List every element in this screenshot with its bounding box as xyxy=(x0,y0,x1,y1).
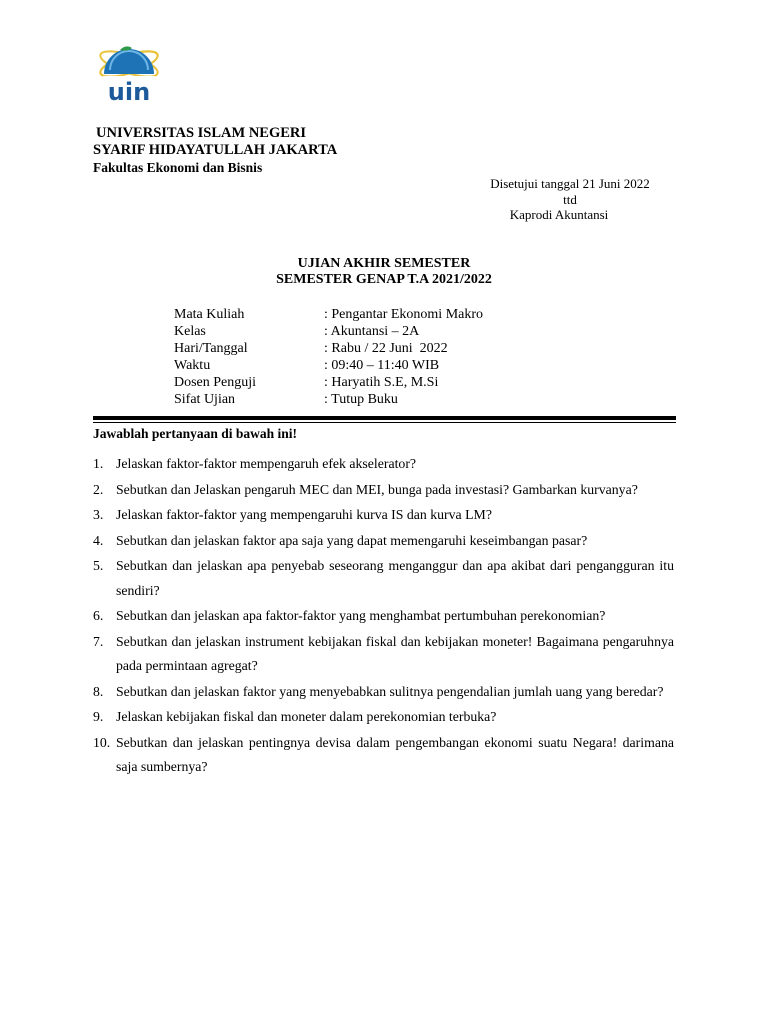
detail-row xyxy=(174,340,483,357)
question-text: Sebutkan dan jelaskan faktor yang menyebabkan sulitnya pengendalian jumlah uang yang beredar? xyxy=(116,683,664,699)
question-number: 9. xyxy=(93,709,104,724)
detail-value: : Tutup Buku xyxy=(324,392,398,407)
exam-title-line1: UJIAN AKHIR SEMESTER xyxy=(297,256,471,271)
question-number: 1. xyxy=(93,456,104,471)
uin-logo-icon xyxy=(96,40,162,108)
svg-text:uin: uin xyxy=(107,78,151,106)
university-name-2: SYARIF HIDAYATULLAH JAKARTA xyxy=(93,142,338,158)
divider-thick xyxy=(93,416,676,420)
detail-label: Hari/Tanggal xyxy=(174,341,248,356)
question-item xyxy=(93,529,674,554)
question-text: Sebutkan dan jelaskan apa penyebab seseorang menganggur dan apa akibat dari pengangguran itu sendiri? xyxy=(116,558,674,598)
detail-value: : Akuntansi – 2A xyxy=(324,324,420,339)
question-list xyxy=(93,452,674,781)
question-item xyxy=(93,478,674,503)
question-number: 4. xyxy=(93,532,104,548)
detail-label: Dosen Penguji xyxy=(174,375,257,390)
exam-details xyxy=(174,306,483,408)
question-number: 6. xyxy=(93,608,104,623)
detail-label: Mata Kuliah xyxy=(174,307,245,322)
detail-label: Sifat Ujian xyxy=(174,392,236,407)
question-number: 2. xyxy=(93,481,104,497)
detail-row xyxy=(174,374,483,391)
detail-row xyxy=(174,391,483,408)
detail-row xyxy=(174,323,483,340)
detail-row xyxy=(174,357,483,374)
detail-label: Waktu xyxy=(174,358,211,373)
question-item xyxy=(93,680,674,705)
instruction: Jawablah pertanyaan di bawah ini! xyxy=(93,426,298,441)
question-number: 5. xyxy=(93,558,104,573)
institution-header xyxy=(93,125,337,176)
question-number: 8. xyxy=(93,683,104,699)
question-text: Sebutkan dan jelaskan apa faktor-faktor yang menghambat pertumbuhan perekonomian? xyxy=(116,608,606,623)
detail-row xyxy=(174,306,483,323)
detail-value: : Haryatih S.E, M.Si xyxy=(324,375,439,390)
university-name: UNIVERSITAS ISLAM NEGERI xyxy=(96,125,307,141)
question-text: Jelaskan faktor-faktor mempengaruh efek akselerator? xyxy=(116,456,417,471)
question-item xyxy=(93,554,674,603)
question-text: Sebutkan dan jelaskan faktor apa saja yang dapat memengaruhi keseimbangan pasar? xyxy=(116,532,588,548)
question-item xyxy=(93,630,674,679)
exam-title xyxy=(0,256,768,288)
divider-thin xyxy=(93,422,676,423)
detail-value: : 09:40 – 11:40 WIB xyxy=(324,358,440,373)
question-text: Sebutkan dan jelaskan instrument kebijakan fiskal dan kebijakan moneter! Bagaimana pengaruhnya pada permintaan agregat? xyxy=(116,633,674,673)
question-item xyxy=(93,705,674,730)
question-text: Jelaskan faktor-faktor yang mempengaruhi kurva IS dan kurva LM? xyxy=(116,507,492,522)
question-text: Jelaskan kebijakan fiskal dan moneter dalam perekonomian terbuka? xyxy=(116,709,497,724)
question-text: Sebutkan dan Jelaskan pengaruh MEC dan MEI, bunga pada investasi? Gambarkan kurvanya? xyxy=(116,481,638,497)
approval-block xyxy=(470,176,670,223)
question-number: 10. xyxy=(93,734,111,750)
approval-role: Kaprodi Akuntansi xyxy=(509,207,609,222)
question-text: Sebutkan dan jelaskan pentingnya devisa dalam pengembangan ekonomi suatu Negara! darimana saja sumbernya? xyxy=(116,734,674,774)
question-number: 7. xyxy=(93,633,104,649)
question-item xyxy=(93,452,674,477)
faculty-name: Fakultas Ekonomi dan Bisnis xyxy=(93,160,263,175)
approval-date: Disetujui tanggal 21 Juni 2022 xyxy=(490,176,650,191)
question-item xyxy=(93,503,674,528)
approval-signature: ttd xyxy=(563,191,577,207)
exam-title-line2: SEMESTER GENAP T.A 2021/2022 xyxy=(276,272,492,287)
question-number: 3. xyxy=(93,507,104,522)
detail-value: : Rabu / 22 Juni 2022 xyxy=(324,341,448,356)
detail-label: Kelas xyxy=(174,324,206,339)
question-item xyxy=(93,731,674,780)
detail-value: : Pengantar Ekonomi Makro xyxy=(324,307,484,322)
question-item xyxy=(93,604,674,629)
